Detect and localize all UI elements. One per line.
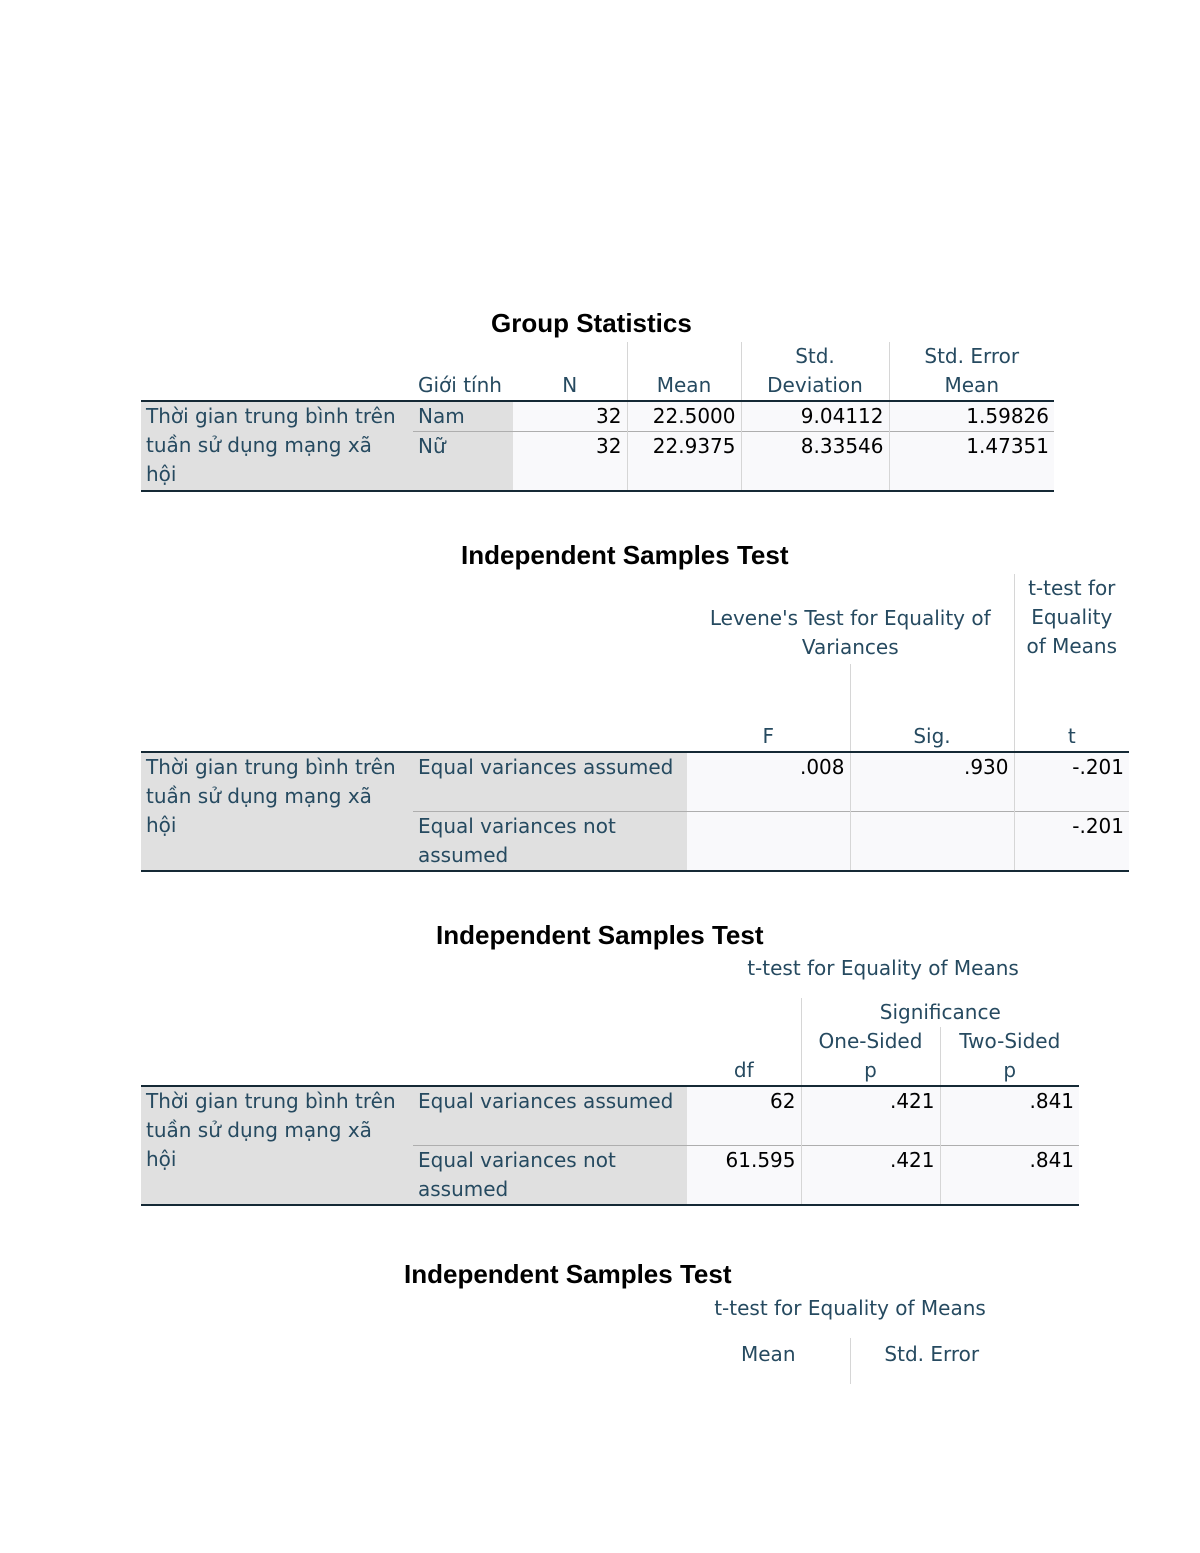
significance-header: Significance [879,1000,1001,1024]
cell-f [687,812,850,872]
cell-std-dev: 8.33546 [741,432,889,492]
stub-header-blank [141,1027,413,1086]
group-statistics-table [141,342,1054,492]
col-header-t: t [1014,664,1129,752]
stub-header-blank [141,574,413,752]
row-label: Equal variances not assumed [413,1146,687,1206]
stub-header-blank [413,1027,687,1086]
cell-sig [850,812,1014,872]
table-row [141,752,1129,812]
cell-mean: 22.9375 [627,432,741,492]
cell-one-sided: .421 [801,1146,940,1206]
col-header-std-error [889,342,1054,401]
col-header-df: df [687,998,801,1086]
std-err-header-line1: Std. Error [924,344,1020,368]
stub-header-blank [141,342,413,401]
group-label: Nữ [413,432,513,492]
cell-df: 61.595 [687,1146,801,1206]
levene-group-header: Levene's Test for Equality of Variances [709,606,991,659]
col-header-one-sided [801,1027,940,1086]
ttest-mean-diff-title: Independent Samples Test [404,1259,732,1289]
std-dev-header-line1: Std. [795,344,835,368]
row-label: Equal variances not assumed [413,812,687,872]
variable-label: Thời gian trung bình trên tuần sử dụng mạng xã hội [141,401,413,491]
cell-sig: .930 [850,752,1014,812]
cell-mean: 22.5000 [627,401,741,432]
cell-df: 62 [687,1086,801,1146]
table-row [141,1086,1079,1146]
cell-f: .008 [687,752,850,812]
one-sided-header-line2: p [864,1058,877,1082]
ttest-significance-title: Independent Samples Test [436,920,764,950]
levene-test-title: Independent Samples Test [461,540,789,570]
col-header-two-sided [940,1027,1079,1086]
stub-header-blank [413,574,687,752]
ttest-group-header: t-test for Equality of Means [1014,574,1129,664]
std-err-header-line2: Mean [944,373,999,397]
table-row [141,401,1054,432]
row-label: Equal variances assumed [413,752,687,812]
cell-one-sided: .421 [801,1086,940,1146]
std-dev-header-line2: Deviation [767,373,863,397]
cell-std-dev: 9.04112 [741,401,889,432]
cell-t: -.201 [1014,752,1129,812]
ttest-group-header: t-test for Equality of Means [747,956,1019,980]
cell-two-sided: .841 [940,1086,1079,1146]
col-header-std-error-difference: Std. Error [884,1342,980,1366]
row-label: Equal variances assumed [413,1086,687,1146]
col-header-n: N [513,342,627,401]
ttest-mean-diff-table [687,1294,1013,1384]
col-header-std-deviation [741,342,889,401]
stub-header-blank [141,998,413,1027]
one-sided-header-line1: One-Sided [818,1029,923,1053]
cell-n: 32 [513,401,627,432]
group-statistics-title: Group Statistics [491,308,692,338]
variable-label: Thời gian trung bình trên tuần sử dụng mạng xã hội [141,752,413,871]
two-sided-header-line1: Two-Sided [959,1029,1061,1053]
stub-header-blank [141,954,413,998]
col-header-mean-difference: Mean [687,1338,850,1384]
cell-two-sided: .841 [940,1146,1079,1206]
col-header-f: F [687,664,850,752]
col-header-mean: Mean [627,342,741,401]
group-label: Nam [413,401,513,432]
ttest-group-header: t-test for Equality of Means [714,1296,986,1320]
stub-header-blank [413,954,687,998]
cell-n: 32 [513,432,627,492]
col-header-sig: Sig. [913,724,951,748]
cell-std-err: 1.59826 [889,401,1054,432]
variable-label: Thời gian trung bình trên tuần sử dụng mạng xã hội [141,1086,413,1205]
stub-header-blank [413,998,687,1027]
col-header-gender: Giới tính [418,373,502,397]
two-sided-header-line2: p [1003,1058,1017,1082]
cell-std-err: 1.47351 [889,432,1054,492]
cell-t: -.201 [1014,812,1129,872]
ttest-significance-table [141,954,1079,1206]
levene-test-table [141,574,1129,872]
